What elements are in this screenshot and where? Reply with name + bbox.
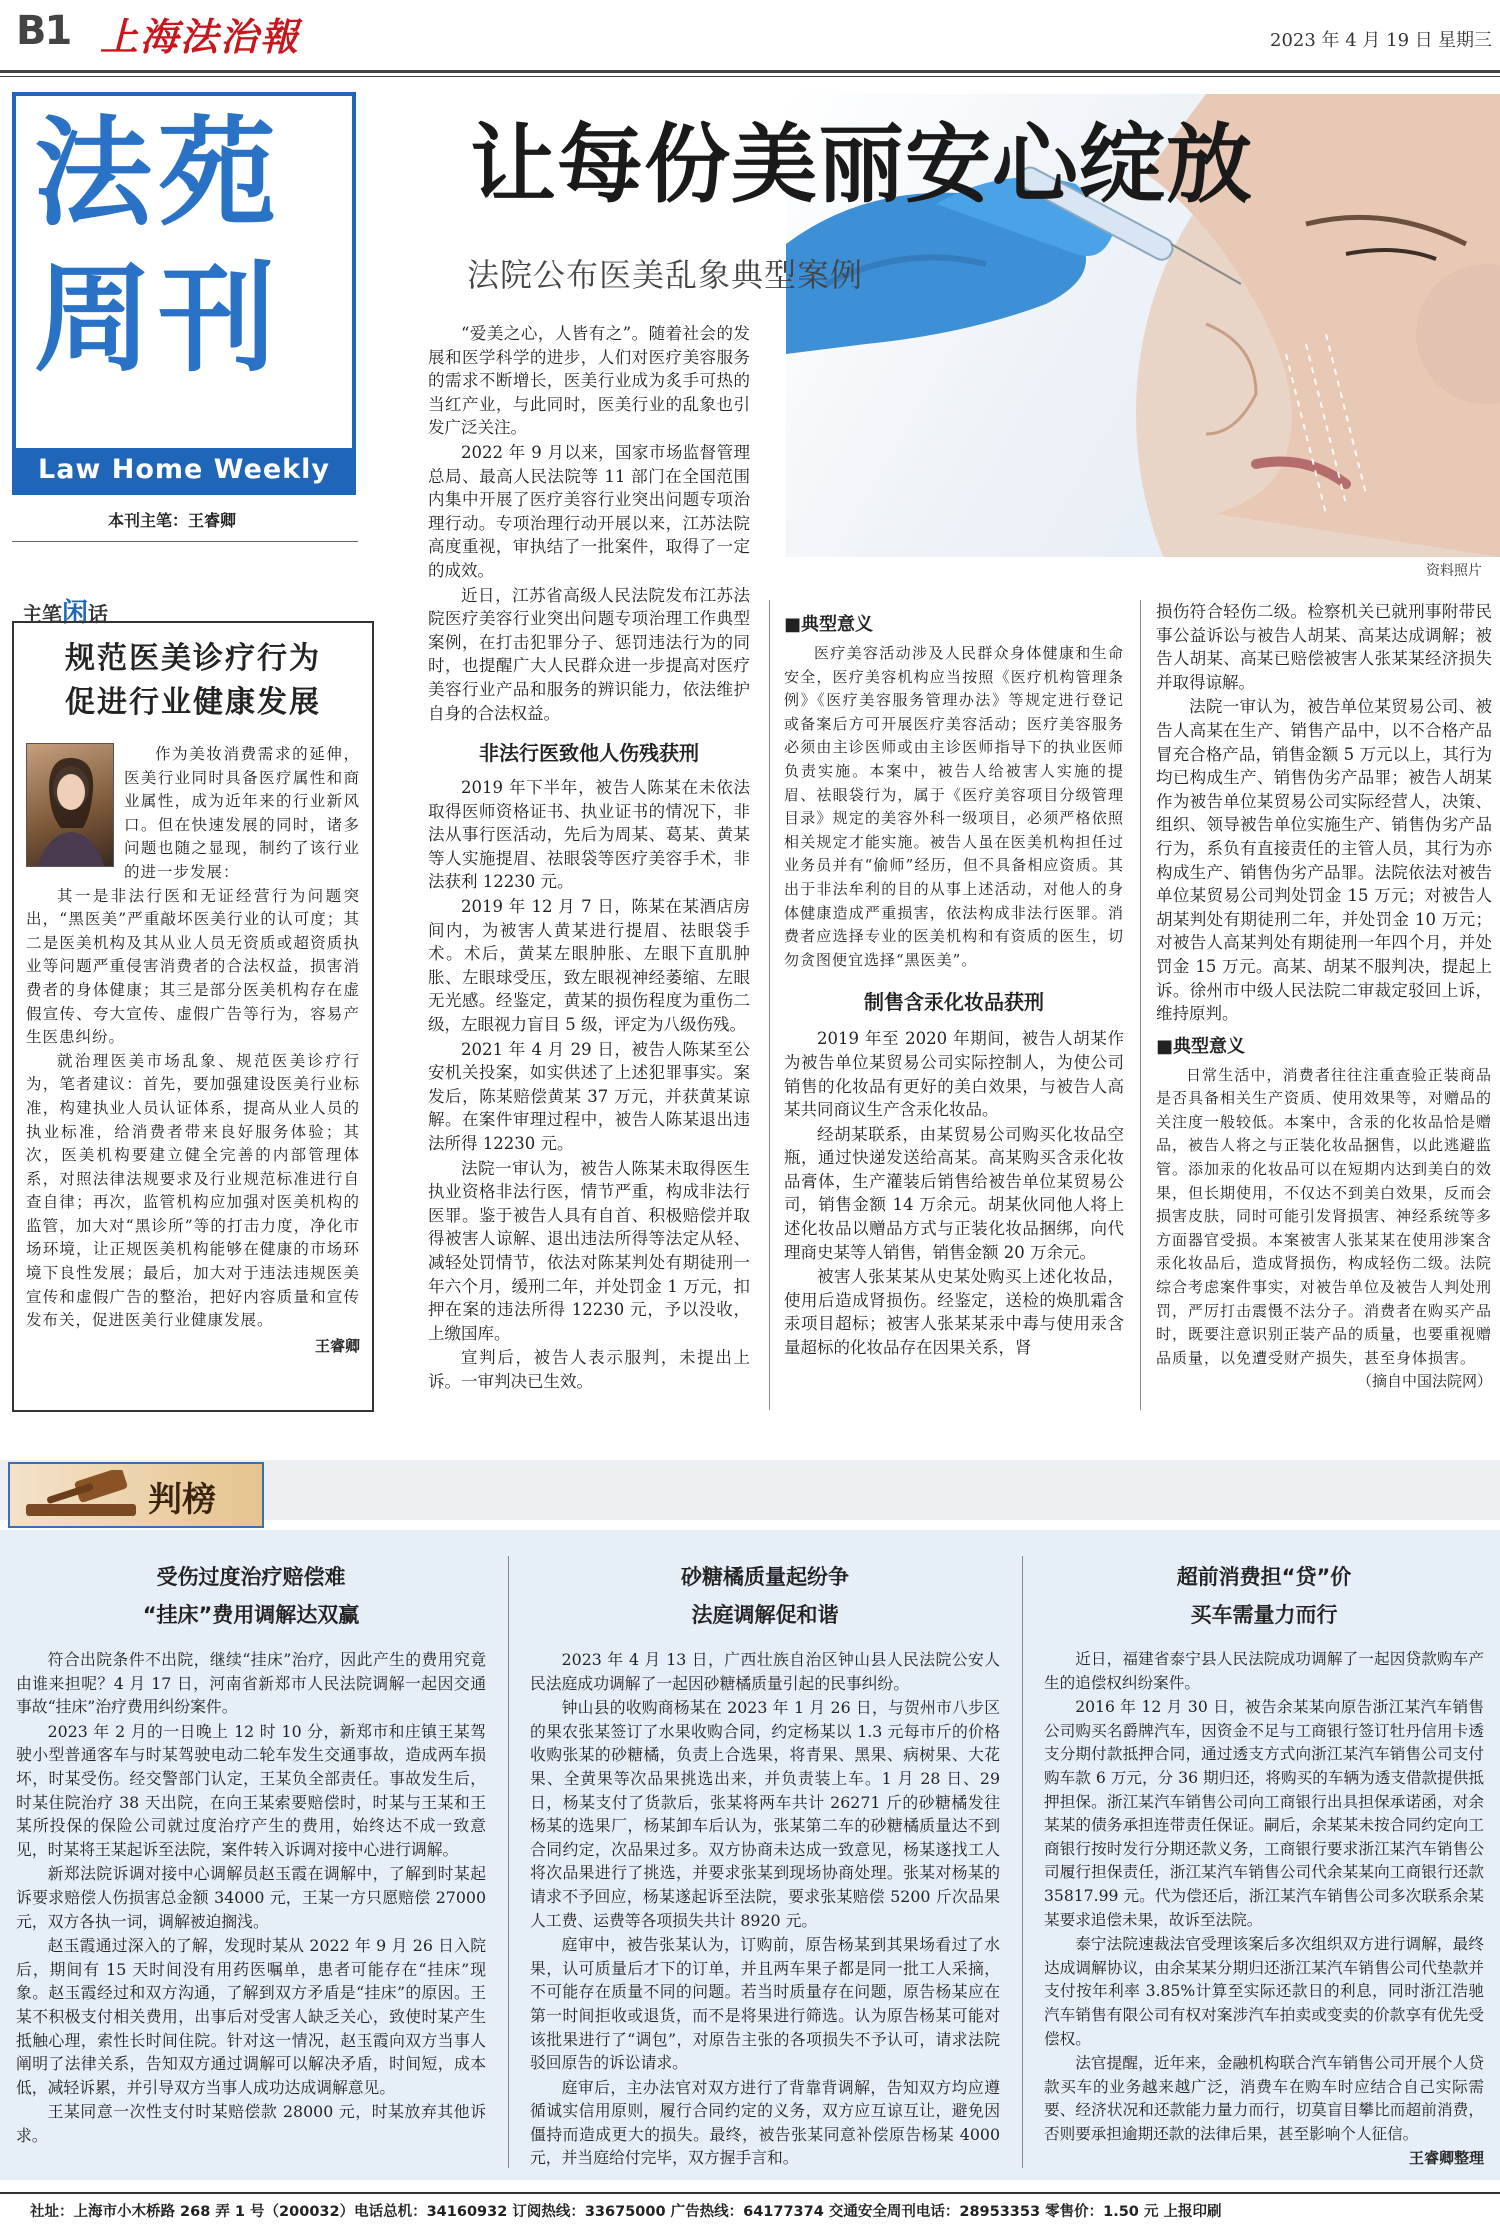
story-2-title xyxy=(530,1558,1000,1634)
story-3-title-1: 超前消费担“贷”价 xyxy=(1176,1565,1352,1589)
intro-paragraph: 近日，江苏省高级人民法院发布江苏法院医疗美容行业突出问题专项治理工作典型案例，在打击犯罪分子、惩罚违法行为的同时，也提醒广大人民群众进一步提高对医疗美容行业产品和服务的辨识能力，依法维护自身的合法权益。 xyxy=(428,585,750,723)
headline: 让每份美丽安心绽放 xyxy=(470,115,1253,215)
article-col-3 xyxy=(784,606,1124,1361)
story-1-title-1: 受伤过度治疗赔偿难 xyxy=(156,1565,346,1589)
photo-credit: 资料照片 xyxy=(1426,563,1482,579)
column-paragraph: 作为美妆消费需求的延伸，医美行业同时具备医疗属性和商业属性，成为近年来的行业新风口。但在快速发展的同时，诸多问题也随之显现，制约了该行业的进一步发展： xyxy=(124,745,360,881)
story-3-paragraph: 泰宁法院速裁法官受理该案后多次组织双方进行调解，最终达成调解协议，由余某某分期归还浙江某汽车销售公司代垫款并支付按年利率 3.85%计算至实际还款日的利息，同时浙江浩驰汽车销售有限公司有权对案涉汽车拍卖或变卖的价款享有优先受偿权。 xyxy=(1044,1935,1484,2048)
masthead: 上海法治報 xyxy=(100,14,301,59)
section-title-bottom: 周刊 xyxy=(34,250,283,388)
column-divider xyxy=(769,600,770,1410)
case2-paragraph: 2019 年至 2020 年期间，被告人胡某作为被告单位某贸易公司实际控制人，为使公司销售的化妆品有更好的美白效果，与被告人高某共同商议生产含汞化妆品。 xyxy=(784,1029,1124,1120)
header-rule-thin xyxy=(0,76,1500,77)
story-1 xyxy=(16,1558,486,2148)
col4-paragraph: 法院一审认为，被告单位某贸易公司、被告人高某在生产、销售产品中，以不合格产品冒充合格产品，销售金额 5 万元以上，其行为均已构成生产、销售伪劣产品罪；被告人胡某作为被告单位某贸易公司实际经营人，决策、组织、领导被告单位实施生产、销售伪劣产品行为，系负有直接责任的主管人员，其行为亦构成生产、销售伪劣产品罪。法院依法对被告单位某贸易公司判处罚金 15 万元；对被告人胡某判处有期徒刑二年，并处罚金 10 万元；对被告人高某判处有期徒刑一年四个月，并处罚金 15 万元。高某、胡某不服判决，提起上诉。徐州市中级人民法院二审裁定驳回上诉，维持原判。 xyxy=(1156,697,1492,1024)
significance-label: ■典型意义 xyxy=(784,614,874,635)
intro-paragraph: “爱美之心，人皆有之”。随着社会的发展和医学科学的进步，人们对医疗美容服务的需求不断增长，医美行业成为炙手可热的当红产业，与此同时，医美行业的乱象也引发广泛关注。 xyxy=(428,324,750,438)
column-tag-b: 闲 xyxy=(62,598,89,628)
column-tag-c: 话 xyxy=(88,602,109,626)
column-divider xyxy=(508,1556,509,2168)
article-col-4 xyxy=(1156,600,1492,1393)
story-3-title xyxy=(1044,1558,1484,1634)
column-title-1: 规范医美诊疗行为 xyxy=(65,641,321,676)
case1-paragraph: 2019 年 12 月 7 日，陈某在某酒店房间内，为被害人黄某进行提眉、祛眼袋手术。术后，黄某左眼肿胀、左眼下直肌肿胀、左眼球受压，致左眼视神经萎缩、左眼无光感。经鉴定，黄某的损伤程度为重伤二级，左眼视力盲目 5 级，评定为八级伤残。 xyxy=(428,897,750,1035)
significance-source: （摘自中国法院网） xyxy=(1356,1372,1492,1391)
case2-title: 制售含汞化妆品获刑 xyxy=(864,990,1044,1015)
column-paragraph: 其一是非法行医和无证经营行为问题突出，“黑医美”严重敲坏医美行业的认可度；其二是医美机构及其从业人员无资质或超资质执业等问题严重侵害消费者的合法权益，损害消费者的身体健康；其三是部分医美机构存在虚假宣传、夸大宣传、虚假广告等行为，容易产生医患纠纷。 xyxy=(26,886,360,1047)
story-2-title-2: 法庭调解促和谐 xyxy=(691,1603,839,1627)
significance-text: 医疗美容活动涉及人民群众身体健康和生命安全，医疗美容机构应当按照《医疗机构管理条例》《医疗美容服务管理办法》等规定进行登记或备案后方可开展医疗美容活动；医疗美容服务必须由主诊医师或由主诊医师指导下的执业医师负责实施。本案中，被告人给被害人实施的提眉、祛眼袋行为，属于《医疗美容项目分级管理目录》规定的美容外科一级项目，必须严格依照相关规定才能实施。被告人虽在医美机构担任过业务员并有“偷师”经历，但不具备相应资质。其出于非法牟利的目的从事上述活动，对他人的身体健康造成严重损害，依法构成非法行医罪。消费者应选择专业的医美机构和有资质的医生，切勿贪图便宜选择“黑医美”。 xyxy=(784,644,1124,969)
panbang-title: 判榜 xyxy=(148,1480,216,1520)
story-3-paragraph: 2016 年 12 月 30 日，被告余某某向原告浙江某汽车销售公司购买名爵牌汽车，因资金不足与工商银行签订牡丹信用卡透支分期付款抵押合同，通过透支方式向浙江某汽车销售公司支付购车款 6 万元，分 36 期归还，将购买的车辆为透支借款提供抵押担保。浙江某汽车销售公司向工商银行出具担保承诺函，对余某某的债务承担连带责任保证。嗣后，余某某未按合同约定向工商银行按时发行分期还款义务，工商银行要求浙江某汽车销售公司履行担保责任，浙江某汽车销售公司代余某某向工商银行还款 35817.99 元。代为偿还后，浙江某汽车销售公司多次联系余某某要求追偿未果，故诉至法院。 xyxy=(1044,1698,1484,1929)
section-box xyxy=(12,92,356,495)
story-1-paragraph: 符合出院条件不出院，继续“挂床”治疗，因此产生的费用究竟由谁来担呢？4 月 17 日，河南省新郑市人民法院调解一起因交通事故“挂床”治疗费用纠纷案件。 xyxy=(16,1650,486,1717)
case1-paragraph: 2019 年下半年，被告人陈某在未依法取得医师资格证书、执业证书的情况下，非法从事行医活动，先后为周某、葛某、黄某等人实施提眉、祛眼袋等医疗美容手术，非法获利 12230 元。 xyxy=(428,778,750,892)
case2-paragraph: 经胡某联系，由某贸易公司购买化妆品空瓶，通过快递发送给高某。高某购买含汞化妆品膏体，生产灌装后销售给被告单位某贸易公司，销售金额 14 万余元。胡某伙同他人将上述化妆品以赠品方式与正装化妆品捆绑，向代理商史某等人销售，销售金额 20 万余元。 xyxy=(784,1124,1124,1262)
article-col-2 xyxy=(428,322,750,1395)
column-tag-a: 主笔 xyxy=(22,602,62,626)
section-editor: 本刊主笔：王睿卿 xyxy=(108,511,237,530)
story-2-paragraph: 2023 年 4 月 13 日，广西壮族自治区钟山县人民法院公安人民法庭成功调解了一起因砂糖橘质量引起的民事纠纷。 xyxy=(530,1650,1000,1693)
column-divider xyxy=(1140,600,1141,1410)
column-author-photo xyxy=(26,743,114,867)
story-3-paragraph: 法官提醒，近年来，金融机构联合汽车销售公司开展个人贷款买车的业务越来越广泛，消费车在购车时应结合自己实际需要、经济状况和还款能力量力而行，切莫盲目攀比而超前消费，否则要承担逾期还款的法律后果，甚至影响个人征信。 xyxy=(1044,2054,1484,2143)
intro-paragraph: 2022 年 9 月以来，国家市场监督管理总局、最高人民法院等 11 部门在全国范围内集中开展了医疗美容行业突出问题专项治理行动。专项治理行动开展以来，江苏法院高度重视，审执结了一批案件，取得了一定的成效。 xyxy=(428,442,750,580)
story-3-author: 王睿卿整理 xyxy=(1408,2149,1484,2168)
story-2 xyxy=(530,1558,1000,2171)
significance-text: 日常生活中，消费者往往注重查验正装商品是否具备相关生产资质、使用效果等，对赠品的关注度一般较低。本案中，含汞的化妆品恰是赠品，被告人将之与正装化妆品捆售，以此逃避监管。添加汞的化妆品可以在短期内达到美白的效果，但长期使用，不仅达不到美白效果，反而会损害皮肤，同时可能引发肾损害、神经系统等多方面器官受损。本案被害人张某某在使用涉案含汞化妆品后，造成肾损伤，构成轻伤二级。法院综合考虑案件事实，对被告单位及被告人判处刑罚，严厉打击震慑不法分子。消费者在购买产品时，既要注意识别正装产品的质量，也要重视赠品质量，以免遭受财产损失，甚至身体损害。 xyxy=(1156,1065,1493,1367)
column-box xyxy=(12,621,374,1412)
subheadline: 法院公布医美乱象典型案例 xyxy=(467,256,864,294)
case1-paragraph: 法院一审认为，被告人陈某未取得医生执业资格非法行医，情节严重，构成非法行医罪。鉴于被告人具有自首、积极赔偿并取得被害人谅解、退出违法所得等法定从轻、减轻处罚情节，依法对陈某判处有期徒刑一年六个月，缓刑二年，并处罚金 1 万元，扣押在案的违法所得 12230 元，予以没收，上缴国库。 xyxy=(428,1158,750,1343)
section-english: Law Home Weekly xyxy=(16,448,352,491)
story-1-paragraph: 赵玉霞通过深入的了解，发现时某从 2022 年 9 月 26 日入院后，期间有 15 天时间没有用药医嘱单，患者可能存在“挂床”现象。赵玉霞经过和双方沟通，了解到双方矛盾是“挂床”的原因。王某不积极支付相关费用，出事后对受害人缺乏关心，致使时某产生抵触心理，索性长时间住院。针对这一情况，赵玉霞向双方当事人阐明了法律关系，告知双方通过调解可以解决矛盾，时间短，成本低，减轻诉累，并引导双方当事人成功达成调解意见。 xyxy=(16,1936,486,2097)
footer-rule xyxy=(0,2192,1500,2194)
story-2-paragraph: 庭审中，被告张某认为，订购前，原告杨某到其果场看过了水果，认可质量后才下的订单，并且两车果子都是同一批工人采摘，不可能存在质量不同的问题。若当时质量存在问题，原告杨某应在第一时间拒收或退货，而不是将果进行筛选。认为原告杨某可能对该批果进行了“调包”，对原告主张的各项损失不予认可，请求法院驳回原告的诉讼请求。 xyxy=(530,1935,1000,2073)
column-author: 王睿卿 xyxy=(314,1336,360,1355)
page-header xyxy=(0,0,1500,70)
story-2-paragraph: 钟山县的收购商杨某在 2023 年 1 月 26 日，与贺州市八步区的果农张某签订了水果收购合同，约定杨某以 1.3 元每市斤的价格收购张某的砂糖橘，负责上合选果，将青果、黑果、病树果、大花果、全黄果等次品果挑选出来，并负责装上车。1 月 28 日、29 日，杨某支付了货款后，张某将两车共计 26271 斤的砂糖橘发往杨某的选果厂，杨某卸车后认为，张某第二车的砂糖橘质量达不到合同约定，次品果过多。双方协商未达成一致意见，杨某遂找工人将次品果进行了挑选，并要求张某到现场协商处理。张某对杨某的请求不予回应，杨某遂起诉至法院，要求张某赔偿 5200 斤次品果人工费、运费等各项损失共计 8920 元。 xyxy=(530,1698,1000,1930)
footer-info: 社址：上海市小木桥路 268 弄 1 号（200032）电话总机：34160932 订阅热线：33675000 广告热线：64177374 交通安全周刊电话：28953353 零售价：1.50 元 上报印刷 xyxy=(30,2204,1222,2220)
story-1-paragraph: 新郑法院诉调对接中心调解员赵玉霞在调解中，了解到时某起诉要求赔偿人伤损害总金额 34000 元，王某一方只愿赔偿 27000 元，双方各执一词，调解被迫搁浅。 xyxy=(16,1864,486,1931)
significance-label: ■典型意义 xyxy=(1156,1035,1246,1057)
story-3-title-2: 买车需量力而行 xyxy=(1190,1603,1338,1627)
column-divider xyxy=(1022,1556,1023,2168)
story-1-title xyxy=(16,1558,486,1634)
case2-paragraph: 被害人张某某从史某处购买上述化妆品，使用后造成肾损伤。经鉴定，送检的焕肌霜含汞项目超标；被害人张某某汞中毒与使用汞含量超标的化妆品存在因果关系，肾 xyxy=(784,1267,1124,1358)
story-1-paragraph: 王某同意一次性支付时某赔偿款 28000 元，时某放弃其他诉求。 xyxy=(16,2102,486,2145)
header-date: 2023 年 4 月 19 日 xyxy=(1270,30,1433,51)
column-title-2: 促进行业健康发展 xyxy=(65,685,321,720)
case1-title: 非法行医致他人伤残获刑 xyxy=(479,741,699,766)
page-number: B1 xyxy=(16,8,71,54)
story-2-title-1: 砂糖橘质量起纷争 xyxy=(681,1565,849,1589)
col4-paragraph: 损伤符合轻伤二级。检察机关已就刑事附带民事公益诉讼与被告人胡某、高某达成调解；被告人胡某、高某已赔偿被害人张某某经济损失并取得谅解。 xyxy=(1156,602,1492,692)
story-1-paragraph: 2023 年 2 月的一日晚上 12 时 10 分，新郑市和庄镇王某驾驶小型普通客车与时某驾驶电动二轮车发生交通事故，造成两车损坏，时某受伤。经交警部门认定，王某负全部责任。事故发生后，时某住院治疗 38 天出院，在向王某索要赔偿时，时某与王某和王某所投保的保险公司就过度治疗产生的费用，始终达不成一致意见，时某将王某起诉至法院，案件转入诉调对接中心进行调解。 xyxy=(16,1721,486,1859)
author-portrait xyxy=(27,744,114,867)
story-2-paragraph: 庭审后，主办法官对双方进行了背靠背调解，告知双方均应遵循诚实信用原则，履行合同约定的义务，双方应互谅互让，避免因僵持而造成更大的损失。最终，被告张某同意补偿原告杨某 4000 元，并当庭给付完毕，双方握手言和。 xyxy=(530,2077,1000,2168)
column-paragraph: 就治理医美市场乱象、规范医美诊疗行为，笔者建议：首先，要加强建设医美行业标准，构建执业人员认证体系，提高从业人员的执业标准，给消费者带来良好服务体验；其次，医美机构要建立健全完善的内部管理体系，对照法律法规要求及行业规范标准进行自查自律；再次，监管机构应加强对医美机构的监管，加大对“黑诊所”等的打击力度，净化市场环境，让正规医美机构能够在健康的市场环境下良性发展；最后，加大对于违法违规医美宣传和虚假广告的整治，把好内容质量和宣传发布关，促进医美行业健康发展。 xyxy=(26,1051,360,1330)
header-weekday: 星期三 xyxy=(1438,30,1492,51)
story-3-paragraph: 近日，福建省泰宁县人民法院成功调解了一起因贷款购车产生的追偿权纠纷案件。 xyxy=(1044,1650,1484,1692)
section-title-top: 法苑 xyxy=(34,104,283,242)
case1-paragraph: 2021 年 4 月 29 日，被告人陈某至公安机关投案，如实供述了上述犯罪事实。案发后，陈某赔偿黄某 37 万元，并获黄某谅解。在案件审理过程中，被告人陈某退出违法所得 12230 元。 xyxy=(428,1039,750,1153)
header-rule xyxy=(0,70,1500,73)
story-3 xyxy=(1044,1558,1484,2168)
story-1-title-2: “挂床”费用调解达双赢 xyxy=(142,1603,360,1627)
panbang-tag xyxy=(8,1462,264,1528)
section-rule xyxy=(12,541,358,542)
case1-paragraph: 宣判后，被告人表示服判，未提出上诉。一审判决已生效。 xyxy=(428,1348,750,1391)
gavel-icon xyxy=(16,1470,146,1524)
